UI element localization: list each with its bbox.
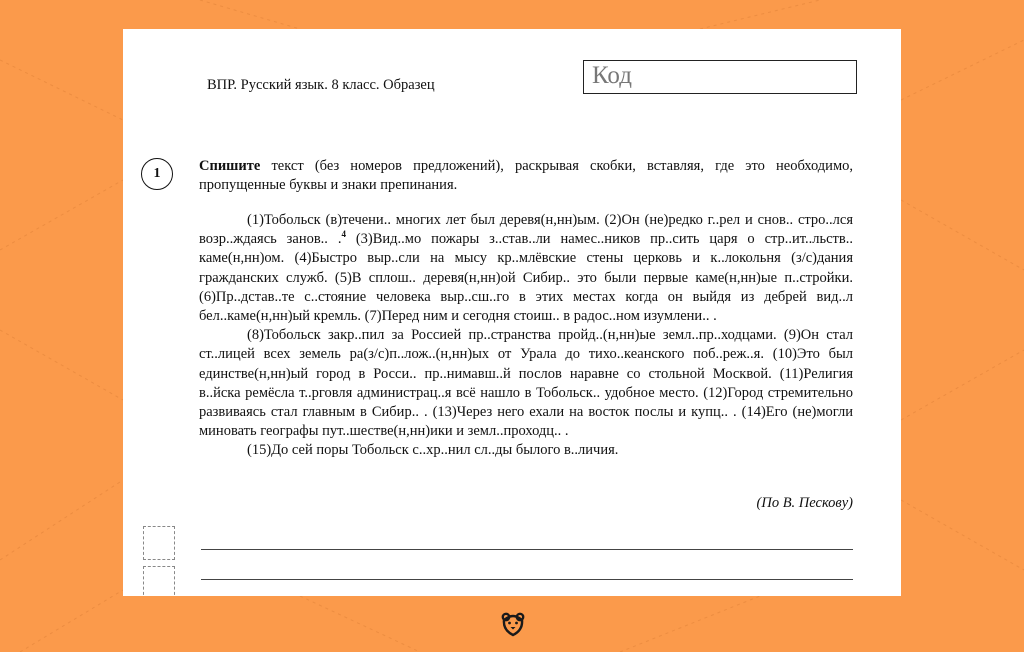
paragraph-1-part-1: (1)Тобольск (в)течени.. многих лет был деревя(н,нн)ым. (2)Он (не)редко г..рел и снов.. стро..лся возр..ждаясь занов.. .: [199, 212, 853, 248]
bear-logo-icon: [499, 610, 527, 638]
task-instruction: [199, 157, 853, 195]
task-number-badge: 1: [141, 158, 173, 190]
answer-line[interactable]: [201, 579, 853, 580]
instruction-keyword: Спишите: [199, 158, 261, 174]
worksheet-page: [123, 29, 901, 596]
score-box[interactable]: [143, 526, 175, 560]
instruction-text: текст (без номеров предложений), раскрывая скобки, вставляя, где это необходимо, пропущенные буквы и знаки препинания.: [199, 158, 853, 193]
code-field[interactable]: Код: [583, 60, 857, 94]
paragraph-3: (15)До сей поры Тобольск с..хр..нил сл..ды былого в..личия.: [247, 442, 619, 459]
paragraph-2: (8)Тобольск закр..пил за Россией пр..странства пройд..(н,нн)ые земл..пр..ходцами. (9)Он стал ст..лицей всех земель ра(з/с)п..лож..(н,нн)ых от Урала до тихо..кеанского поб..реж..я. (10)Это был единстве(н,нн)ый город в Росси.. пр..нимавш..й послов наравне со стольной Москвой. (11)Религия в..йска ремёсла т..рговля администрац..я всё нашло в Тобольск.. удобное место. (12)Город стремительно развиваясь стал главным в Сибир.. . (13)Через него ехали на восток послы и купц.. . (14)Его (не)могли миновать географы пут..шестве(н,нн)ики и земл..проходц.. .: [199, 327, 853, 440]
author-attribution: (По В. Пескову): [756, 495, 853, 511]
answer-line[interactable]: [201, 549, 853, 550]
score-box[interactable]: [143, 566, 175, 596]
page-title: ВПР. Русский язык. 8 класс. Образец: [207, 77, 435, 93]
text-passage: [199, 211, 853, 461]
paragraph-1-part-2: (3)Вид..мо пожары з..став..ли намес..ников пр..сить царя о стр..ит..льств.. каме(н,нн)ом. (4)Быстро выр..сли на мысу кр..млёвские стены церковь и к..локольня (з/с)дания гражданских служб. (5)В сплош.. деревя(н,нн)ой Сибир.. это были первые каме(н,нн)ые п..стройки. (6)Пр..дстав..те с..стояние человека выр..сш..го в этих местах когда он выйдя из дебрей вид..л бел..каме(н,нн)ый кремль. (7)Перед ним и сегодня стоиш.. в радос..ном изумлени.. .: [199, 231, 853, 325]
footnote-mark: 4: [341, 229, 346, 240]
paragraph-1: [199, 211, 853, 326]
